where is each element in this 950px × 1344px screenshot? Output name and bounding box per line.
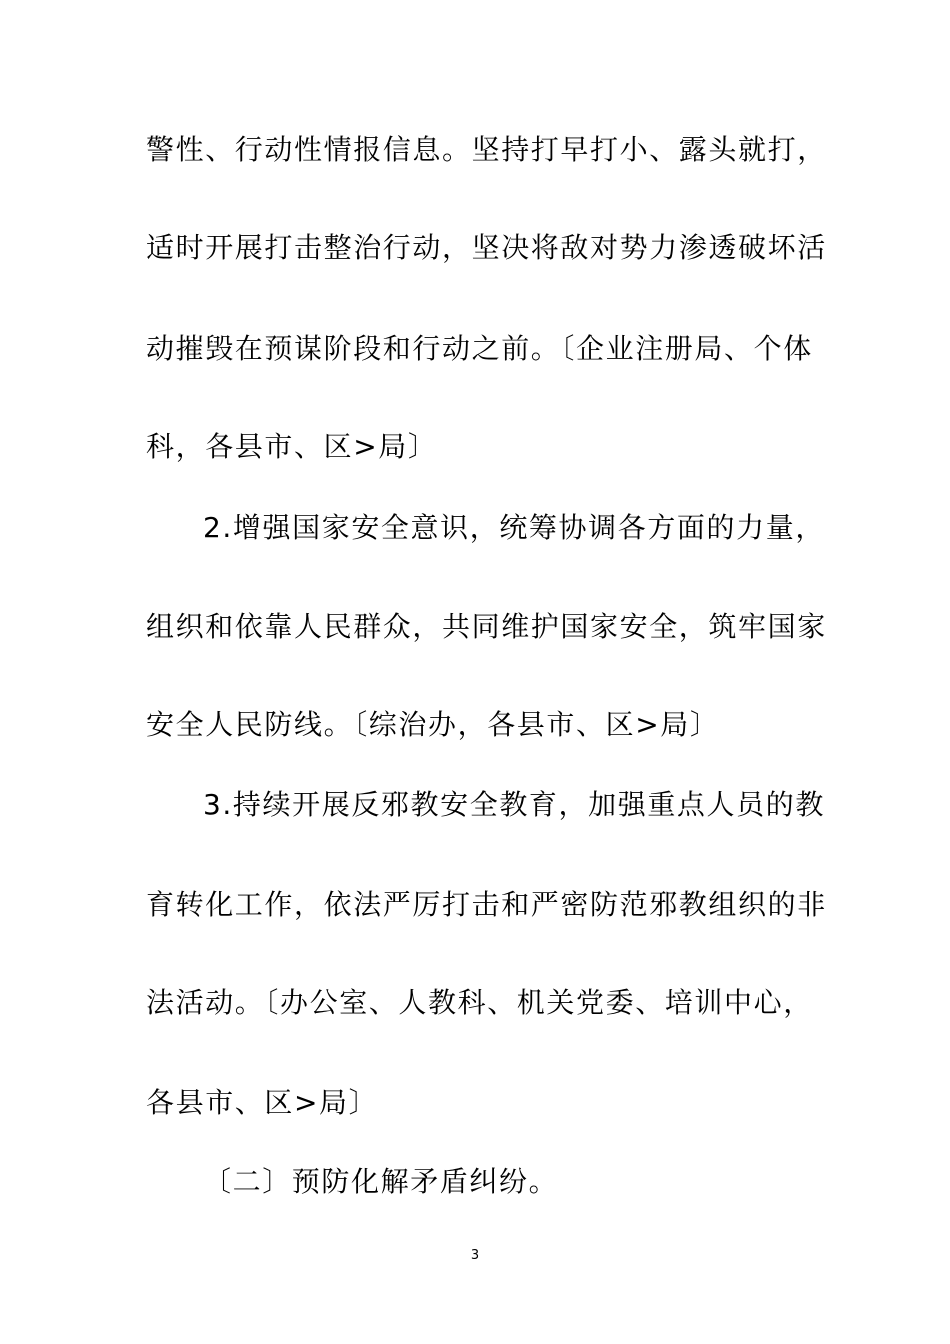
text-line: 安全人民防线。〔综治办，各县市、区>局〕 [146,708,720,741]
text-line: 育转化工作，依法严厉打击和严密防范邪教组织的非 [146,888,827,921]
text-line: 法活动。〔办公室、人教科、机关党委、培训中心， [146,986,813,1019]
text-line: 组织和依靠人民群众，共同维护国家安全，筑牢国家 [146,610,827,643]
paragraph-start-line: 3.持续开展反邪教安全教育，加强重点人员的教 [203,788,825,821]
text-line: 适时开展打击整治行动，坚决将敌对势力渗透破坏活 [146,231,827,264]
text-line: 各县市、区>局〕 [146,1086,379,1119]
section-heading: 〔二〕预防化解矛盾纠纷。 [203,1165,559,1198]
page-number: 3 [470,1248,480,1263]
text-line: 警性、行动性情报信息。坚持打早打小、露头就打， [146,133,827,166]
text-line: 科，各县市、区>局〕 [146,430,438,463]
text-line: 动摧毁在预谋阶段和行动之前。〔企业注册局、个体 [146,332,813,365]
paragraph-start-line: 2.增强国家安全意识，统筹协调各方面的力量， [203,511,825,544]
